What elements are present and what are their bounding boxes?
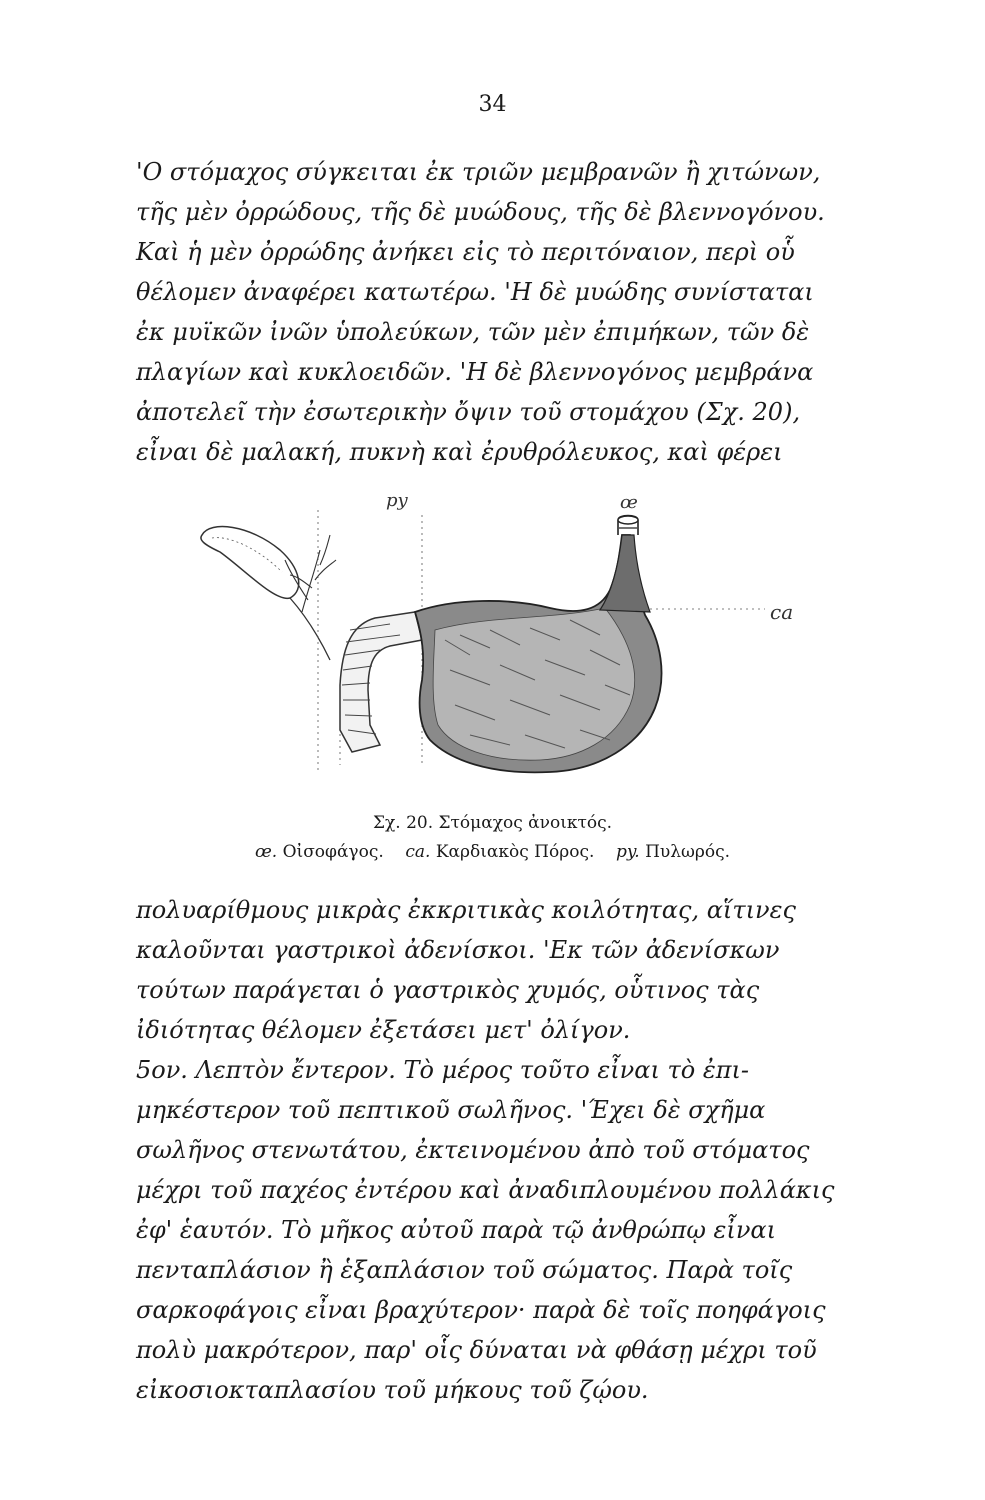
text-line: πλαγίων καὶ κυκλοειδῶν. 'Η δὲ βλεννογόνος μεμβράνα	[136, 358, 814, 386]
text-line: τῆς μὲν ὀρρώδους, τῆς δὲ μυώδους, τῆς δὲ βλεννογόνου.	[136, 198, 825, 226]
text-line: πενταπλάσιον ἢ ἑξαπλάσιον τοῦ σώματος. Παρὰ τοῖς	[136, 1256, 793, 1284]
legend-text: Πυλωρός.	[645, 842, 731, 862]
text-line: εἰκοσιοκταπλασίου τοῦ μήκους τοῦ ζῴου.	[136, 1376, 649, 1404]
text-line: τούτων παράγεται ὁ γαστρικὸς χυμός, οὗτινος τὰς	[136, 976, 760, 1004]
legend-text: Οἰσοφάγος.	[282, 842, 384, 862]
text-line: ἰδιότητας θέλομεν ἐξετάσει μετ' ὀλίγον.	[136, 1016, 631, 1044]
text-line: σωλῆνος στενωτάτου, ἐκτεινομένου ἀπὸ τοῦ στόματος	[136, 1136, 810, 1164]
text-line: θέλομεν ἀναφέρει κατωτέρω. 'Η δὲ μυώδης συνίσταται	[136, 278, 814, 306]
text-line: ἐφ' ἑαυτόν. Τὸ μῆκος αὐτοῦ παρὰ τῷ ἀνθρώπῳ εἶναι	[136, 1216, 777, 1244]
legend-abbr: py.	[616, 842, 640, 862]
text-line: μηκέστερον τοῦ πεπτικοῦ σωλῆνος. 'Έχει δὲ σχῆμα	[136, 1096, 766, 1124]
stomach-illustration	[190, 490, 790, 790]
label-oesophagus: œ	[620, 492, 638, 513]
figure-open-stomach	[190, 490, 794, 790]
text-line: πολὺ μακρότερον, παρ' οἷς δύναται νὰ φθάσῃ μέχρι τοῦ	[136, 1336, 817, 1364]
text-line: σαρκοφάγοις εἶναι βραχύτερον· παρὰ δὲ τοῖς ποηφάγοις	[136, 1296, 826, 1324]
figure-caption-title: Σχ. 20. Στόμαχος ἀνοικτός.	[372, 813, 613, 833]
paragraph-stomach-membranes	[136, 152, 866, 472]
text-line: πολυαρίθμους μικρὰς ἐκκριτικὰς κοιλότητας, αἵτινες	[136, 896, 796, 924]
figure-caption-legend	[0, 842, 985, 862]
legend-abbr: ca.	[405, 842, 431, 862]
page-number: 34	[478, 92, 507, 117]
legend-text: Καρδιακὸς Πόρος.	[435, 842, 595, 862]
label-cardia: ca	[770, 600, 794, 624]
text-line: μέχρι τοῦ παχέος ἐντέρου καὶ ἀναδιπλουμένου πολλάκις	[136, 1176, 835, 1204]
text-line: ἐκ μυϊκῶν ἰνῶν ὑπολεύκων, τῶν μὲν ἐπιμήκων, τῶν δὲ	[136, 318, 810, 346]
text-line: Καὶ ἡ μὲν ὀρρώδης ἀνήκει εἰς τὸ περιτόναιον, περὶ οὗ	[136, 238, 795, 266]
text-line: καλοῦνται γαστρικοὶ ἀδενίσκοι. 'Εκ τῶν ἀδενίσκων	[136, 936, 780, 964]
text-line: εἶναι δὲ μαλακή, πυκνὴ καὶ ἐρυθρόλευκος, καὶ φέρει	[136, 438, 783, 466]
text-line: ἀποτελεῖ τὴν ἐσωτερικὴν ὄψιν τοῦ στομάχου (Σχ. 20),	[136, 398, 801, 426]
text-line: 5ον. Λεπτὸν ἔντερον. Τὸ μέρος τοῦτο εἶναι τὸ ἐπι-	[136, 1056, 750, 1084]
text-line: 'Ο στόμαχος σύγκειται ἐκ τριῶν μεμβρανῶν ἢ χιτώνων,	[136, 158, 821, 186]
paragraph-small-intestine	[136, 890, 866, 1410]
legend-abbr: œ.	[254, 842, 278, 862]
label-pylorus: py	[386, 490, 408, 511]
